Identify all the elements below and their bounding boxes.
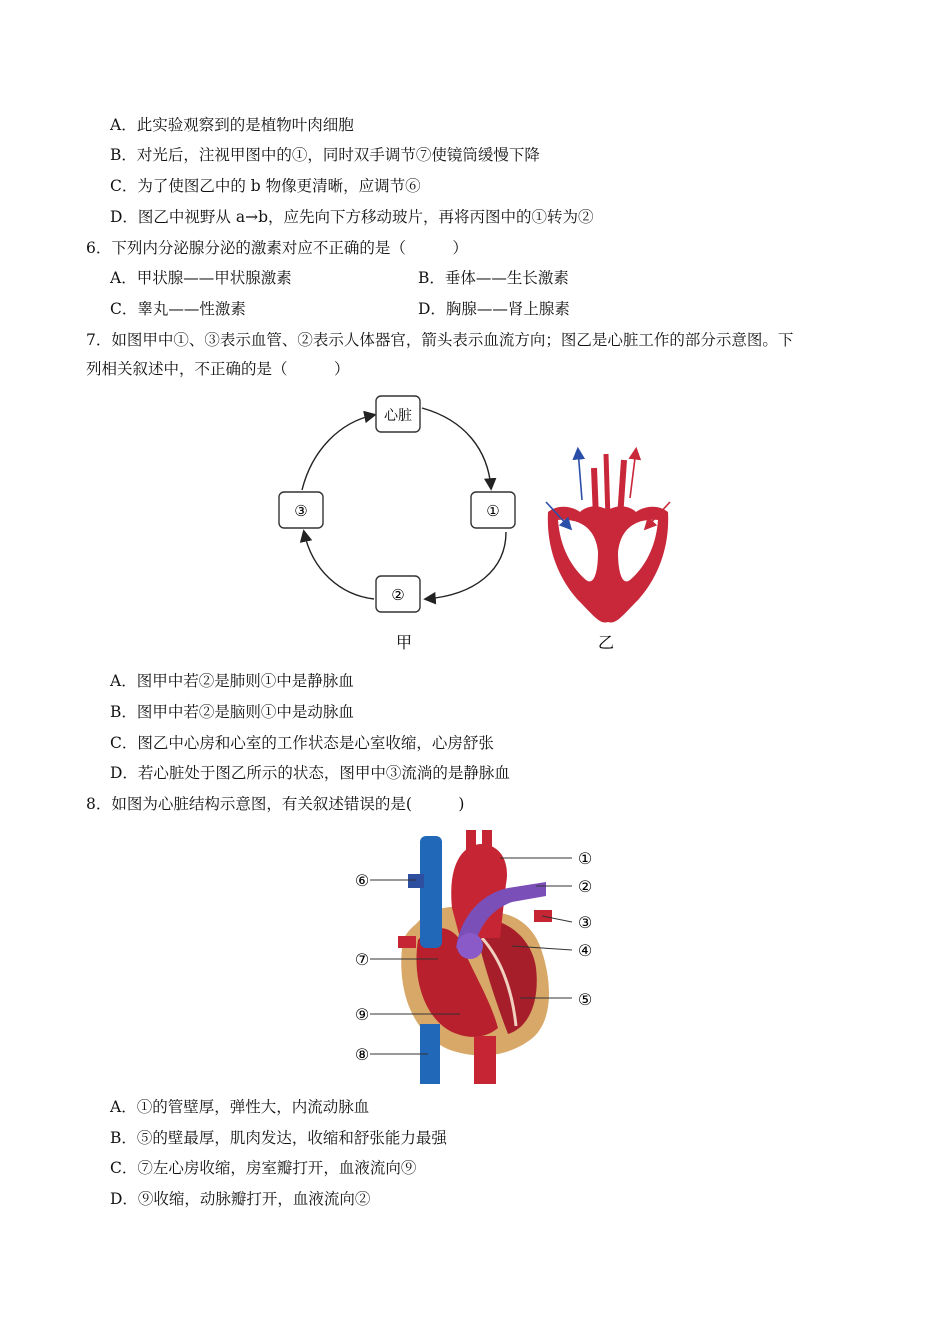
q6-option-d: D．胸腺——肾上腺素: [418, 300, 570, 318]
label-3: ③: [577, 913, 593, 932]
aortic-branch-1: [466, 830, 476, 850]
septum: [602, 522, 614, 612]
pulmonary-valve: [457, 933, 483, 959]
vena-branch: [408, 874, 424, 888]
q8-stem: 8．如图为心脏结构示意图，有关叙述错误的是( ): [86, 795, 465, 813]
q5-option-c: C．为了使图乙中的 b 物像更清晰，应调节⑥: [110, 177, 421, 195]
figure-jia-circulation-diagram: [270, 390, 530, 660]
q6-option-a: A．甲状腺——甲状腺激素: [110, 269, 292, 287]
q7-option-d: D．若心脏处于图乙所示的状态，图甲中③流淌的是静脉血: [110, 764, 510, 782]
figure-yi-caption: 乙: [597, 633, 615, 652]
q5-option-d: D．图乙中视野从 a→b，应先向下方移动玻片，再将丙图中的①转为②: [110, 208, 594, 226]
arrow-organ-to-vessel3: [304, 532, 374, 599]
label-2: ②: [577, 877, 593, 896]
q7-stem-line1: 7．如图甲中①、③表示血管、②表示人体器官，箭头表示血流方向；图乙是心脏工作的部分示意图。下: [86, 331, 794, 349]
q5-option-a: A．此实验观察到的是植物叶肉细胞: [110, 116, 354, 134]
q7-option-b: B．图甲中若②是脑则①中是动脉血: [110, 703, 354, 721]
q8-option-a: A．①的管壁厚，弹性大，内流动脉血: [110, 1098, 370, 1116]
label-4: ④: [577, 941, 593, 960]
arrow-vessel1-to-organ: [426, 532, 506, 599]
descending-aorta: [474, 1036, 496, 1084]
q7-option-c: C．图乙中心房和心室的工作状态是心室收缩，心房舒张: [110, 734, 494, 752]
arrow-vessel3-to-heart: [302, 415, 374, 490]
label-7: ⑦: [354, 950, 370, 969]
vessel1-label: ①: [486, 502, 500, 520]
q7-option-a: A．图甲中若②是肺则①中是静脉血: [110, 672, 354, 690]
q7-stem-line2: 列相关叙述中，不正确的是（ ）: [86, 360, 350, 378]
figure-heart-structure-diagram: [340, 828, 610, 1086]
blood-flow-arrow-blue: [578, 450, 582, 500]
superior-vena-cava: [420, 836, 442, 948]
pulmonary-vein-left: [398, 936, 416, 948]
figure-jia-caption: 甲: [395, 633, 413, 652]
label-1: ①: [577, 849, 593, 868]
arrow-heart-to-vessel1: [422, 408, 491, 488]
label-9: ⑨: [354, 1005, 370, 1024]
label-6: ⑥: [354, 871, 370, 890]
q6-option-c: C．睾丸——性激素: [110, 300, 246, 318]
vessel-right-trunk: [620, 460, 624, 518]
q8-option-d: D．⑨收缩，动脉瓣打开，血液流向②: [110, 1190, 371, 1208]
q6-stem: 6．下列内分泌腺分泌的激素对应不正确的是（ ）: [86, 239, 468, 257]
aortic-branch-2: [482, 830, 492, 850]
organ-label: ②: [391, 586, 405, 604]
vessel-center: [606, 454, 608, 520]
figure-yi-heart-diagram: [538, 440, 678, 660]
q8-option-b: B．⑤的壁最厚，肌肉发达，收缩和舒张能力最强: [110, 1129, 447, 1147]
heart-box-label: 心脏: [384, 408, 412, 424]
label-8: ⑧: [354, 1045, 370, 1064]
vessel3-label: ③: [294, 502, 308, 520]
vessel-left-trunk: [594, 468, 596, 518]
label-5: ⑤: [577, 990, 593, 1009]
q6-option-b: B．垂体——生长激素: [418, 269, 569, 287]
blood-flow-arrow-red: [630, 450, 636, 498]
q8-option-c: C．⑦左心房收缩，房室瓣打开，血液流向⑨: [110, 1159, 417, 1177]
q5-option-b: B．对光后，注视甲图中的①，同时双手调节⑦使镜筒缓慢下降: [110, 146, 540, 164]
